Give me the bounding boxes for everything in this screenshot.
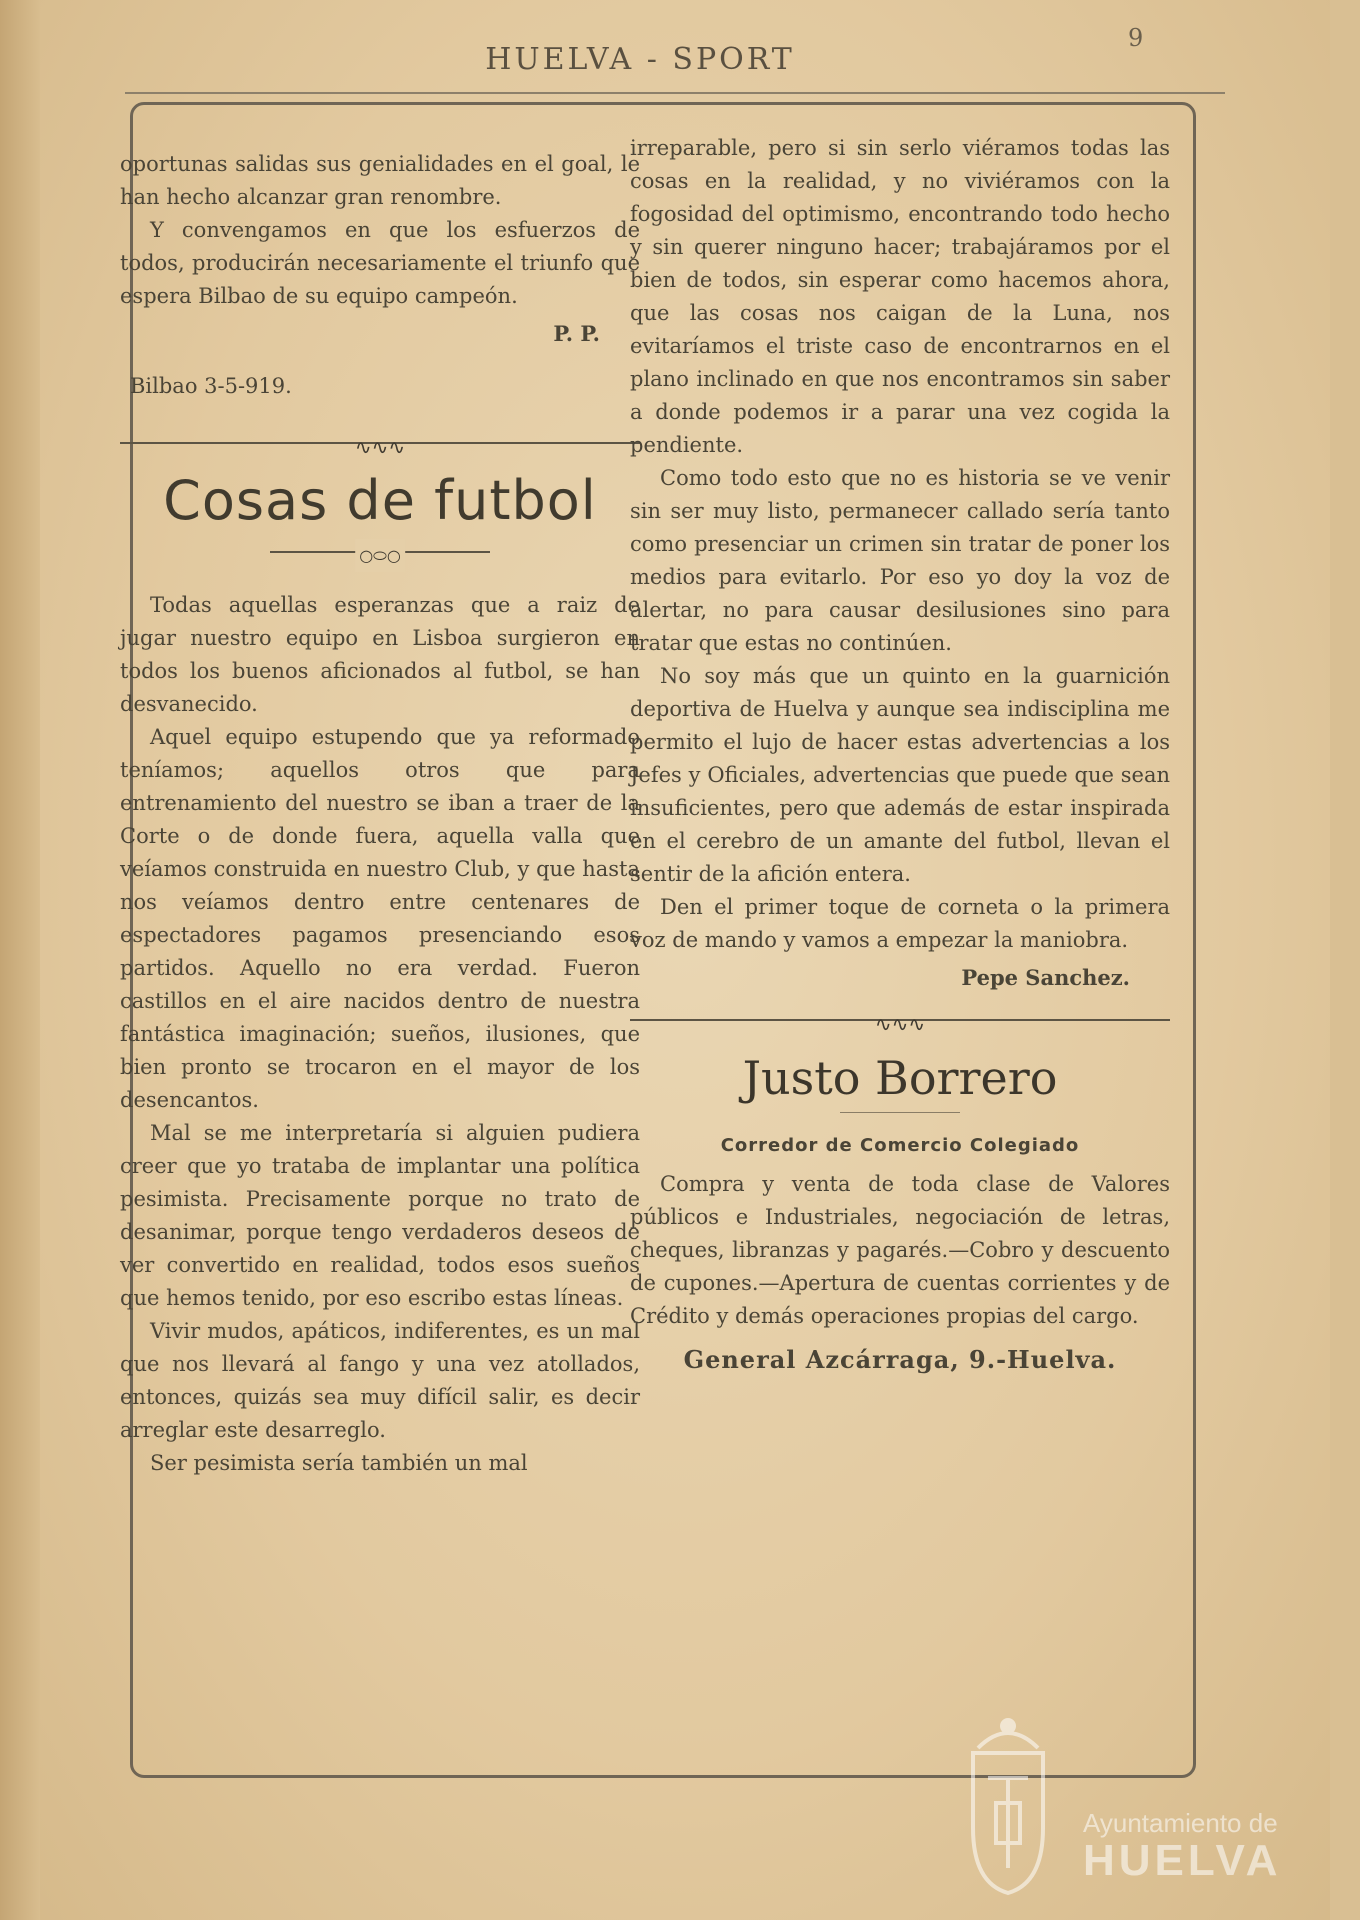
article-paragraph: No soy más que un quinto en la guarnición deportiva de Huelva y aunque sea indisciplina me permito el lujo de hacer estas advertencias a los Jefes y Oficiales, advertencias que puede que sean insuficientes, pero que además de estar inspirada en el cerebro de un amante del futbol, llevan el sentir de la afición entera. — [630, 664, 1170, 886]
section-divider — [120, 431, 640, 459]
header-rule — [125, 92, 1225, 94]
advertisement — [630, 1050, 1170, 1376]
article-signature: Pepe Sanchez. — [961, 965, 1130, 990]
ad-name: Justo Borrero — [742, 1051, 1058, 1105]
article-paragraph: Vivir mudos, apáticos, indiferentes, es un mal que nos llevará al fango y una vez atollados, entonces, quizás sea muy difícil salir, es decir arreglar este desarreglo. — [120, 1319, 640, 1442]
page-number: 9 — [1128, 24, 1144, 52]
book-spine-edge — [0, 0, 40, 1920]
article-paragraph: Todas aquellas esperanzas que a raiz de jugar nuestro equipo en Lisboa surgieron en todos los buenos aficionados al futbol, se han desvanecido. — [120, 593, 640, 716]
right-column — [630, 132, 1170, 1376]
intro-dateline: Bilbao 3-5-919. — [130, 374, 292, 398]
ad-body: Compra y venta de toda clase de Valores públicos e Industriales, negociación de letras, cheques, libranzas y pagarés.—Cobro y descuento de cupones.—Apertura de cuentas corrientes y de Crédito y demás operaciones propias del cargo. — [630, 1172, 1170, 1328]
article-paragraph: Den el primer toque de corneta o la primera voz de mando y vamos a empezar la maniobra. — [630, 895, 1170, 952]
watermark-line2: HUELVA — [1083, 1836, 1282, 1885]
intro-signature: P. P. — [553, 321, 600, 346]
article-paragraph: Mal se me interpretaría si alguien pudiera creer que yo trataba de implantar una política pesimista. Precisamente porque no trato de desanimar, porque tengo verdaderos deseos de ver convertido en realidad, todos esos sueños que hemos tenido, por eso escribo estas líneas. — [120, 1121, 640, 1310]
article-paragraph: Aquel equipo estupendo que ya reformado teníamos; aquellos otros que para entrenamiento del nuestro se iban a traer de la Corte o de donde fuera, aquella valla que veíamos construida en nuestro Club, y que hasta nos veíamos dentro entre centenares de espectadores pagamos presenciando esos partidos. Aquello no era verdad. Fueron castillos en el aire nacidos dentro de nuestra fantástica imaginación; sueños, ilusiones, que bien pronto se trocaron en el mayor de los desencantos. — [120, 725, 640, 1112]
running-header: HUELVA - SPORT — [485, 42, 795, 77]
intro-paragraph: oportunas salidas sus genialidades en el goal, le han hecho alcanzar gran renombre. — [120, 152, 640, 209]
article-paragraph: Ser pesimista sería también un mal — [150, 1451, 528, 1475]
intro-paragraph: Y convengamos en que los esfuerzos de todos, producirán necesariamente el triunfo que espera Bilbao de su equipo campeón. — [120, 218, 640, 308]
huelva-crest-icon — [948, 1708, 1068, 1898]
archive-watermark — [948, 1708, 1288, 1908]
ad-divider — [630, 1008, 1170, 1036]
article-paragraph: irreparable, pero si sin serlo viéramos todas las cosas en la realidad, y no viviéramos con la fogosidad del optimismo, encontrando todo hecho y sin querer ninguno hacer; trabajáramos por el bien de todos, sin esperar como hacemos ahora, que las cosas nos caigan de la Luna, nos evitaríamos el triste caso de encontrarnos en el plano inclinado en que nos encontramos sin saber a donde podemos ir a parar una vez cogida la pendiente. — [630, 136, 1170, 457]
divider-flourish-icon: ∿∿∿ — [354, 435, 406, 459]
divider-flourish-icon: ∿∿∿ — [874, 1012, 926, 1036]
article-paragraph: Como todo esto que no es historia se ve venir sin ser muy listo, permanecer callado sería tanto como presenciar un crimen sin tratar de poner los medios para evitarlo. Por eso yo doy la voz de alertar, no para causar desilusiones sino para tratar que estas no continúen. — [630, 466, 1170, 655]
title-ornament — [270, 543, 490, 565]
ad-address: General Azcárraga, 9.-Huelva. — [683, 1345, 1117, 1374]
ad-subtitle: Corredor de Comercio Colegiado — [720, 1135, 1080, 1156]
article-title: Cosas de futbol — [163, 469, 597, 532]
ornament-oval-icon: ○⬭○ — [355, 539, 405, 572]
left-column — [120, 148, 640, 1480]
ad-name-underline — [840, 1112, 960, 1113]
watermark-line1: Ayuntamiento de — [1083, 1808, 1278, 1838]
